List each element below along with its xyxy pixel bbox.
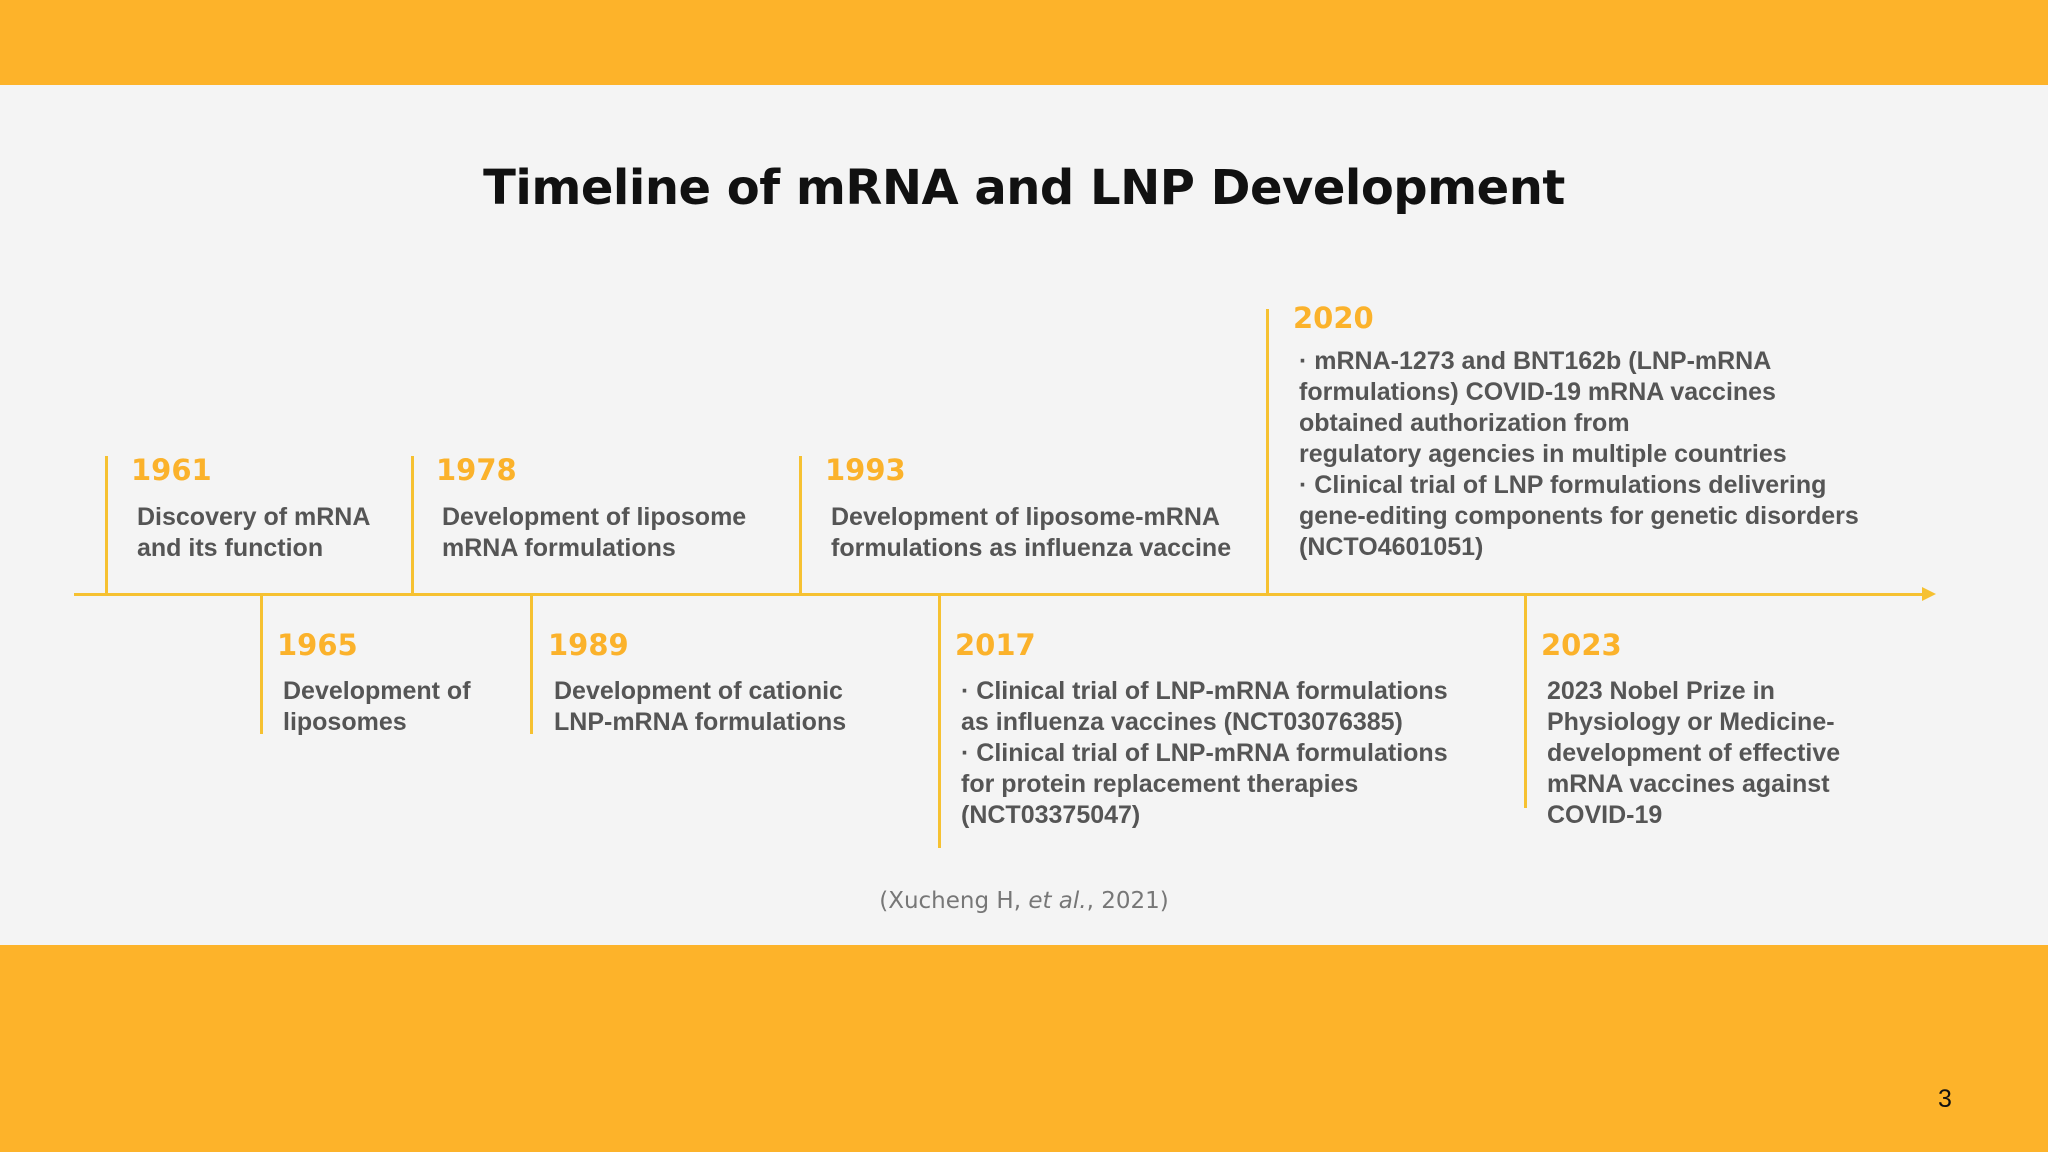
- event-description-line: gene-editing components for genetic disorders: [1299, 502, 1859, 530]
- event-year: 1978: [436, 453, 517, 487]
- event-description: [137, 502, 370, 564]
- top-banner: [0, 0, 2048, 85]
- event-year: 2023: [1541, 628, 1622, 662]
- event-description-line: (NCTO4601051): [1299, 533, 1484, 561]
- event-description-line: · mRNA-1273 and BNT162b (LNP-mRNA: [1299, 347, 1772, 375]
- event-description-line: as influenza vaccines (NCT03076385): [961, 708, 1403, 736]
- event-description-line: development of effective: [1547, 739, 1841, 767]
- tick-1989: [530, 594, 533, 734]
- event-description-line: liposomes: [283, 708, 407, 736]
- event-description-line: obtained authorization from: [1299, 409, 1630, 437]
- event-year: 1965: [277, 628, 358, 662]
- slide-title: Timeline of mRNA and LNP Development: [483, 160, 1565, 216]
- tick-2017: [938, 594, 941, 848]
- citation-etal: et al.: [1028, 888, 1087, 914]
- event-description: [283, 676, 471, 738]
- tick-2023: [1524, 594, 1527, 808]
- event-description-line: for protein replacement therapies: [961, 770, 1359, 798]
- event-description-line: formulations as influenza vaccine: [831, 534, 1232, 562]
- event-description-line: · Clinical trial of LNP formulations delivering: [1299, 471, 1827, 499]
- event-description-line: · Clinical trial of LNP-mRNA formulations: [961, 677, 1448, 705]
- event-year: 2017: [955, 628, 1036, 662]
- event-description: [1299, 346, 1859, 563]
- event-description-line: COVID-19: [1547, 801, 1663, 829]
- event-description-line: Discovery of mRNA: [137, 503, 371, 531]
- event-description-line: Development of liposome: [442, 503, 747, 531]
- event-description-line: · Clinical trial of LNP-mRNA formulations: [961, 739, 1448, 767]
- event-year: 1993: [825, 453, 906, 487]
- event-description-line: 2023 Nobel Prize in: [1547, 677, 1775, 705]
- tick-1965: [260, 594, 263, 734]
- tick-1993: [799, 456, 802, 594]
- tick-1978: [411, 456, 414, 594]
- event-year: 1961: [131, 453, 212, 487]
- bottom-banner: [0, 945, 2048, 1152]
- event-description-line: Physiology or Medicine-: [1547, 708, 1835, 736]
- tick-2020: [1266, 309, 1269, 594]
- event-year: 2020: [1293, 301, 1374, 335]
- event-description-line: (NCT03375047): [961, 801, 1141, 829]
- page-number: 3: [1938, 1085, 1952, 1113]
- citation-open: (Xucheng H,: [879, 888, 1029, 914]
- event-description-line: Development of cationic: [554, 677, 843, 705]
- event-description-line: Development of: [283, 677, 471, 705]
- event-description: [831, 502, 1231, 564]
- event-year: 1989: [548, 628, 629, 662]
- event-description: [1547, 676, 1840, 831]
- timeline-arrowhead: [1922, 587, 1936, 601]
- event-description-line: and its function: [137, 534, 324, 562]
- event-description-line: mRNA vaccines against: [1547, 770, 1830, 798]
- event-description-line: LNP-mRNA formulations: [554, 708, 847, 736]
- tick-1961: [105, 456, 108, 594]
- citation-close: , 2021): [1086, 888, 1169, 914]
- event-description: [961, 676, 1448, 831]
- event-description-line: Development of liposome-mRNA: [831, 503, 1220, 531]
- event-description-line: mRNA formulations: [442, 534, 676, 562]
- event-description-line: regulatory agencies in multiple countries: [1299, 440, 1787, 468]
- event-description: [554, 676, 846, 738]
- event-description-line: formulations) COVID-19 mRNA vaccines: [1299, 378, 1776, 406]
- timeline-axis: [74, 593, 1926, 596]
- citation: [0, 888, 2048, 914]
- event-description: [442, 502, 746, 564]
